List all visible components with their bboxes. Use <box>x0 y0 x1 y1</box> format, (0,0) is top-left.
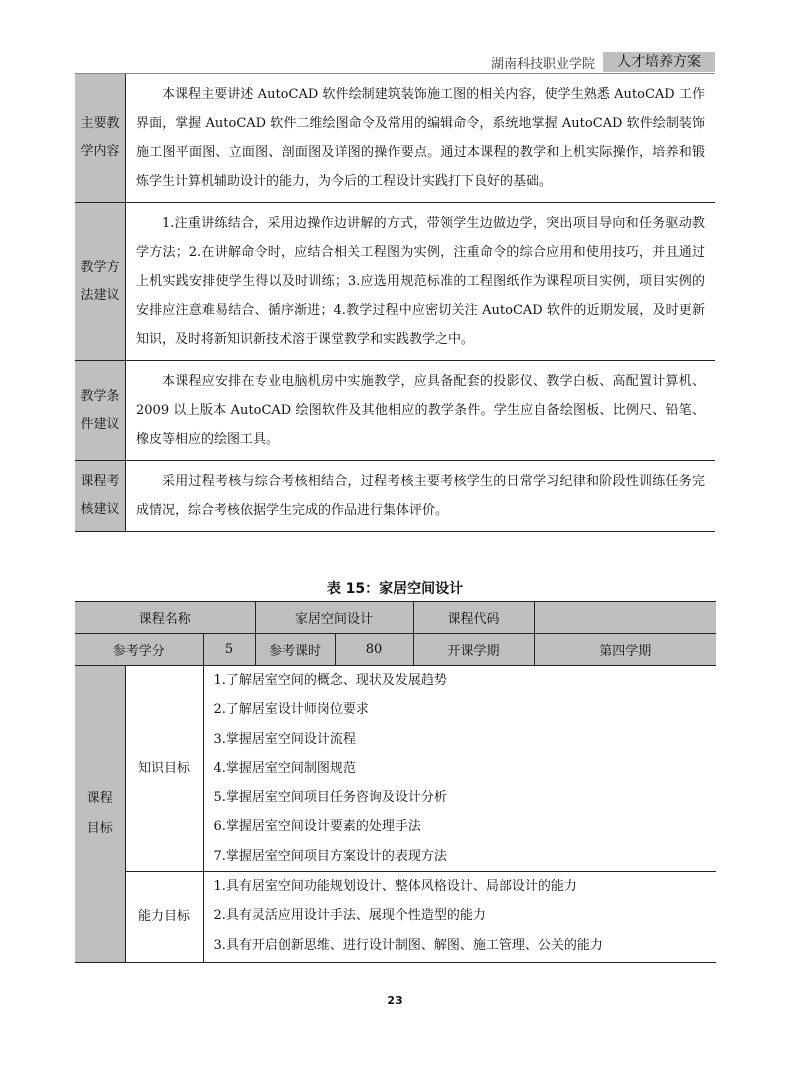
knowledge-list <box>203 666 716 872</box>
row-text: 采用过程考核与综合考核相结合，过程考核主要考核学生的日常学习纪律和阶段性训练任务完成情况，综合考核依据学生完成的作品进行集体评价。 <box>126 461 716 532</box>
goals-label <box>75 666 125 963</box>
row-label: 主要教学内容 <box>75 74 126 203</box>
goals-label-text: 课程目标 <box>86 791 113 837</box>
row-label: 教学方法建议 <box>75 203 126 361</box>
semester-value: 第四学期 <box>534 634 716 666</box>
table-row <box>75 872 716 963</box>
hours-label: 参考课时 <box>255 634 335 666</box>
row-text: 本课程主要讲述 AutoCAD 软件绘制建筑装饰施工图的相关内容，使学生熟悉 AutoCAD 工作界面，掌握 AutoCAD 软件二维绘图命令及常用的编辑命令，系统地掌握 AutoCAD 软件绘制装饰施工图平面图、立面图、剖面图及详图的操作要点。通过本课程的教学和上机实际操作，培养和锻炼学生计算机辅助设计的能力，为今后的工程设计实践打下良好的基础。 <box>126 74 716 203</box>
course-code-label: 课程代码 <box>413 602 534 634</box>
row-label: 课程考核建议 <box>75 461 126 532</box>
list-item: 3.具有开启创新思维、进行设计制图、解图、施工管理、公关的能力 <box>213 937 603 953</box>
table-caption: 表 15：家居空间设计 <box>326 581 464 597</box>
course-code-value <box>534 602 716 634</box>
table-row <box>75 461 715 532</box>
page-header <box>75 50 715 74</box>
row-label: 教学条件建议 <box>75 361 126 461</box>
hours-value: 80 <box>335 634 413 666</box>
table-row <box>75 666 716 872</box>
credit-value: 5 <box>203 634 255 666</box>
row-text: 本课程应安排在专业电脑机房中实施教学，应具备配套的投影仪、教学白板、高配置计算机、2009 以上版本 AutoCAD 绘图软件及其他相应的教学条件。学生应自备绘图板、比例尺、铅笔、橡皮等相应的绘图工具。 <box>126 361 716 461</box>
list-item: 1.具有居室空间功能规划设计、整体风格设计、局部设计的能力 <box>213 879 577 895</box>
ability-list <box>203 872 716 963</box>
table-row <box>75 361 715 461</box>
course-table <box>75 601 716 963</box>
page-number: 23 <box>387 994 403 1007</box>
list-item: 2.了解居室设计师岗位要求 <box>213 702 369 718</box>
document-tag: 人才培养方案 <box>603 52 715 72</box>
list-item: 4.掌握居室空间制图规范 <box>213 760 356 776</box>
table-row <box>75 74 715 203</box>
list-item: 5.掌握居室空间项目任务咨询及设计分析 <box>213 790 447 806</box>
table-row <box>75 634 716 666</box>
knowledge-label: 知识目标 <box>125 666 203 872</box>
credit-label: 参考学分 <box>75 634 203 666</box>
course-name-label: 课程名称 <box>75 602 255 634</box>
list-item: 6.掌握居室空间设计要素的处理手法 <box>213 819 421 835</box>
table-row <box>75 602 716 634</box>
semester-label: 开课学期 <box>413 634 534 666</box>
school-name: 湖南科技职业学院 <box>490 57 595 72</box>
ability-label: 能力目标 <box>125 872 203 963</box>
list-item: 7.掌握居室空间项目方案设计的表现方法 <box>213 848 447 864</box>
list-item: 1.了解居室空间的概念、现状及发展趋势 <box>213 673 447 688</box>
list-item: 3.掌握居室空间设计流程 <box>213 731 356 747</box>
list-item: 2.具有灵活应用设计手法、展现个性造型的能力 <box>213 908 486 924</box>
row-text: 1.注重讲练结合，采用边操作边讲解的方式，带领学生边做边学，突出项目导向和任务驱动教学方法；2.在讲解命令时，应结合相关工程图为实例，注重命令的综合应用和使用技巧，并且通过上机实践安排使学生得以及时训练；3.应选用规范标准的工程图纸作为课程项目实例，项目实例的安排应注意难易结合、循序渐进；4.教学过程中应密切关注 AutoCAD 软件的近期发展，及时更新知识，及时将新知识新技术溶于课堂教学和实践教学之中。 <box>126 203 716 361</box>
course-info-table <box>75 74 715 532</box>
course-name-value: 家居空间设计 <box>255 602 413 634</box>
table-row <box>75 203 715 361</box>
